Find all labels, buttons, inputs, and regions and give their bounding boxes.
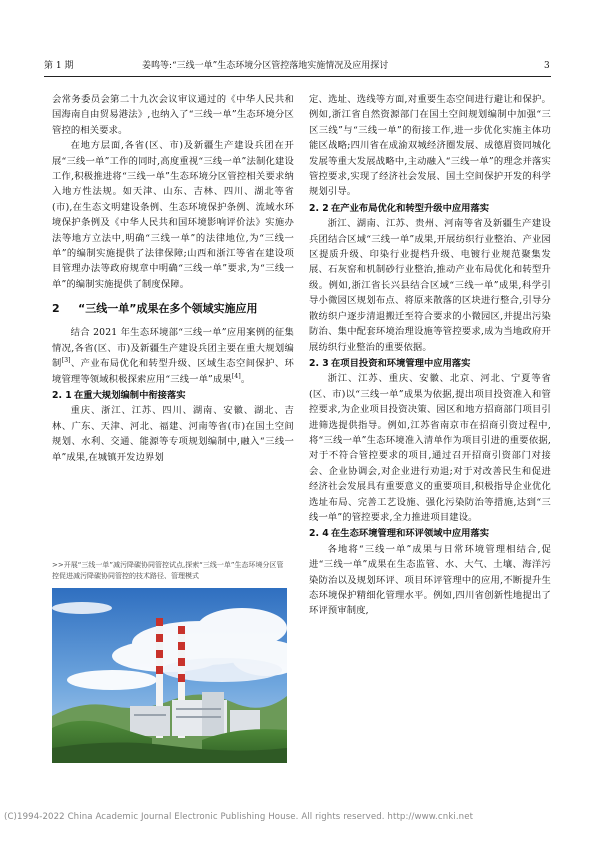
paragraph [52, 325, 294, 387]
subsection-heading [309, 526, 551, 541]
figure-caption: >>开展“三线一单”减污降碳协同管控试点,探索“三线一单”生态环境分区管控促进减污降碳协同管控的技术路径、管理模式 [52, 561, 284, 580]
power-plant-photo [52, 588, 287, 763]
paragraph: 浙江、湖南、江苏、贵州、河南等省及新疆生产建设兵团结合区域“三线一单”成果,开展纺织行业整治、产业园区提质升级、印染行业提档升级、电镀行业规范聚集发展、石灰窑和机制砂行业整治,推动产业布局优化和转型升级。例如,浙江省长兴县结合区域“三线一单”成果,科学引导小微园区规划布点、将原来散落的区块进行整合,引导分散纺织户逐步清退搬迁至符合要求的小微园区,并提出污染防治、集中配套环境治理设施等管控要求,成为当地政府开展纺织行业整治的重要依据。 [309, 218, 551, 353]
paragraph-text: 结合 2021 年生态环境部“三线一单”应用案例的征集情况,各省(区、市)及新疆生产建设兵团主要在重大规划编制 [52, 327, 294, 370]
subsection-title: 在产业布局优化和转型升级中应用落实 [331, 202, 490, 214]
subsection-heading [309, 356, 551, 371]
paragraph: 重庆、浙江、江苏、四川、湖南、安徽、湖北、吉林、广东、天津、河北、福建、河南等省(市)在国土空间规划、水利、交通、能源等专项规划编制中,融入“三线一单”成果,在城镇开发边界划 [52, 405, 294, 463]
left-column [52, 92, 294, 465]
section-number: 2 [52, 302, 60, 316]
paragraph: 各地将“三线一单”成果与日常环境管理相结合,促进“三线一单”成果在生态监管、水、大气、土壤、海洋污染防治以及规划环评、项目环评管理中的应用,不断提升生态环境保护精细化管理水平。例如,四川省创新性地提出了环评预审制度, [309, 543, 551, 617]
paragraph: 会常务委员会第二十九次会议审议通过的《中华人民共和国海南自由贸易港法》,也纳入了“三线一单”生态环境分区管控的相关要求。 [52, 94, 294, 136]
page-number: 3 [544, 61, 550, 71]
paragraph: 定、选址、选线等方面,对重要生态空间进行避让和保护。例如,浙江省自然资源部门在国土空间规划编制中加强“三区三线”与“三线一单”的衔接工作,进一步优化实施主体功能区战略;四川省在成渝双城经济圈发展、成德眉资同城化发展等重大发展战略中,主动融入“三线一单”的理念并落实管控要求,实现了经济社会发展、国土空间保护开发的科学规划引导。 [309, 94, 551, 198]
issue-number: 第 1 期 [44, 61, 74, 71]
running-title: 姜鸣等:“三线一单”生态环境分区管控落地实施情况及应用探讨 [142, 61, 389, 71]
subsection-heading [309, 201, 551, 216]
subsection-title: 在项目投资和环境管理中应用落实 [331, 357, 471, 369]
subsection-number: 2. 3 [309, 357, 329, 369]
right-column [309, 92, 551, 619]
subsection-number: 2. 4 [309, 528, 329, 540]
power-plant-illustration [52, 588, 287, 763]
subsection-number: 2. 2 [309, 202, 329, 214]
citation[interactable]: [3] [61, 357, 71, 365]
paragraph: 浙江、江苏、重庆、安徽、北京、河北、宁夏等省(区、市)以“三线一单”成果为依据,提出项目投资准入和管控要求,为企业项目投资决策、园区和地方招商部门项目引进筛选提供指导。例如,江苏省南京市在招商引资过程中,将“三线一单”生态环境准入清单作为项目引进的重要依据,对于不符合管控要求的项目,通过召开招商引资部门对接会、企业协调会,对企业进行劝退;对于对改善民生和促进经济社会发展具有重要意义的重要项目,积极指导企业优化选址布局、完善工艺设施、强化污染防治等措施,达到“三线一单”的管控要求,全力推进项目建设。 [309, 373, 551, 523]
subsection-title: 在生态环境管理和环评领域中应用落实 [331, 528, 490, 540]
section-heading [52, 301, 294, 317]
paragraph: 在地方层面,各省(区、市)及新疆生产建设兵团在开展“三线一单”工作的同时,高度重视“三线一单”法制化建设工作,积极推进将“三线一单”生态环境分区管控相关要求纳入地方性法规。如天津、山东、吉林、四川、湖北等省(市),在生态文明建设条例、生态环境保护条例、流域水环境保护条例及《中华人民共和国环境影响评价法》实施办法等地方立法中,明确“三线一单”的法律地位,为“三线一单”的编制实施提供了法律保障;山西和浙江等省在建设项目管理办法等政府规章中明确“三线一单”要求,为“三线一单”的编制实施提供了制度保障。 [52, 140, 294, 290]
subsection-title: 在重大规划编制中衔接落实 [74, 389, 186, 401]
copyright-footer: (C)1994-2022 China Academic Journal Electronic Publishing House. All rights reserved. http://www.cnki.net [4, 812, 474, 822]
citation[interactable]: [4] [231, 372, 241, 380]
header-rule [44, 76, 551, 77]
paragraph-text: 。 [240, 373, 251, 385]
subsection-heading [52, 388, 294, 403]
section-title: “三线一单”成果在多个领域实施应用 [78, 302, 258, 316]
paragraph-text: 、产业布局优化和转型升级、区域生态空间保护、环境管理等领域积极探索应用“三线一单”成果 [52, 358, 294, 385]
subsection-number: 2. 1 [52, 389, 72, 401]
